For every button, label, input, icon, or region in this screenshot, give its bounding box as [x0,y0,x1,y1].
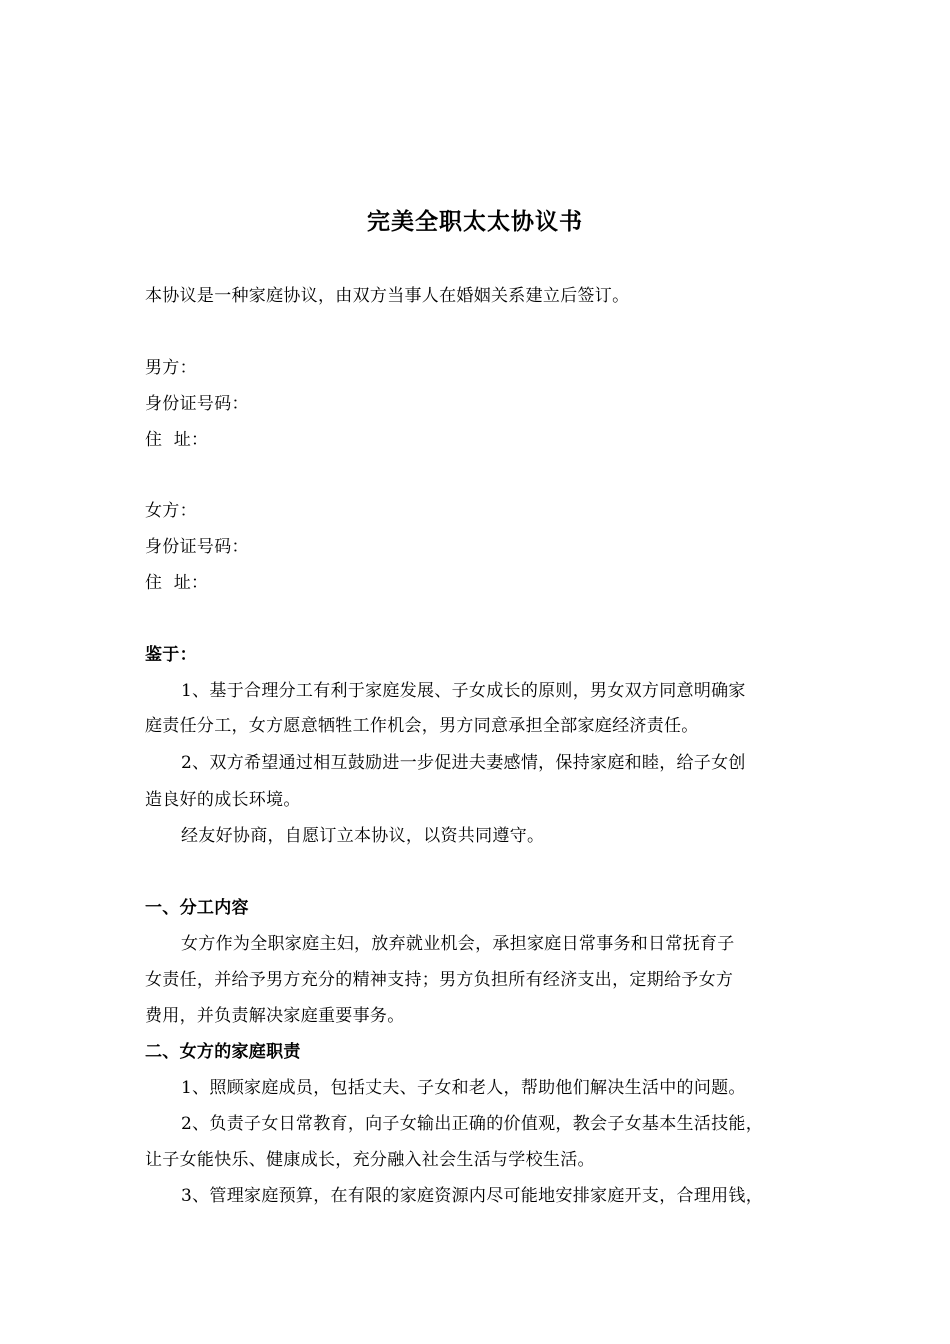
whereas-line: 经友好协商，自愿订立本协议，以资共同遵守。 [181,826,545,846]
section2-line: 2、负责子女日常教育，向子女输出正确的价值观，教会子女基本生活技能， [181,1114,764,1134]
whereas-line: 2、双方希望通过相互鼓励进一步促进夫妻感情，保持家庭和睦，给子女创 [181,753,746,773]
section1-line: 费用，并负责解决家庭重要事务。 [145,1006,405,1026]
whereas-line: 造良好的成长环境。 [145,790,301,810]
female-id-label: 身份证号码： [145,537,249,557]
document-title: 完美全职太太协议书 [367,209,583,235]
female-address-label: 住 址： [145,573,209,593]
section1-line: 女方作为全职家庭主妇，放弃就业机会，承担家庭日常事务和日常抚育子 [181,934,735,954]
section2-line: 3、管理家庭预算，在有限的家庭资源内尽可能地安排家庭开支，合理用钱， [181,1186,764,1206]
female-label: 女方： [145,501,197,521]
male-label: 男方： [145,358,197,378]
whereas-line: 1、基于合理分工有利于家庭发展、子女成长的原则，男女双方同意明确家 [181,681,746,701]
section2-heading: 二、女方的家庭职责 [145,1042,301,1062]
section2-line: 让子女能快乐、健康成长，充分融入社会生活与学校生活。 [145,1150,595,1170]
section1-heading: 一、分工内容 [145,898,249,918]
whereas-line: 庭责任分工，女方愿意牺牲工作机会，男方同意承担全部家庭经济责任。 [145,716,699,736]
male-id-label: 身份证号码： [145,394,249,414]
male-address-label: 住 址： [145,430,209,450]
intro-text: 本协议是一种家庭协议，由双方当事人在婚姻关系建立后签订。 [145,286,630,306]
whereas-heading: 鉴于： [145,645,197,665]
section2-line: 1、照顾家庭成员，包括丈夫、子女和老人，帮助他们解决生活中的问题。 [181,1078,746,1098]
section1-line: 女责任，并给予男方充分的精神支持；男方负担所有经济支出，定期给予女方 [145,970,734,990]
